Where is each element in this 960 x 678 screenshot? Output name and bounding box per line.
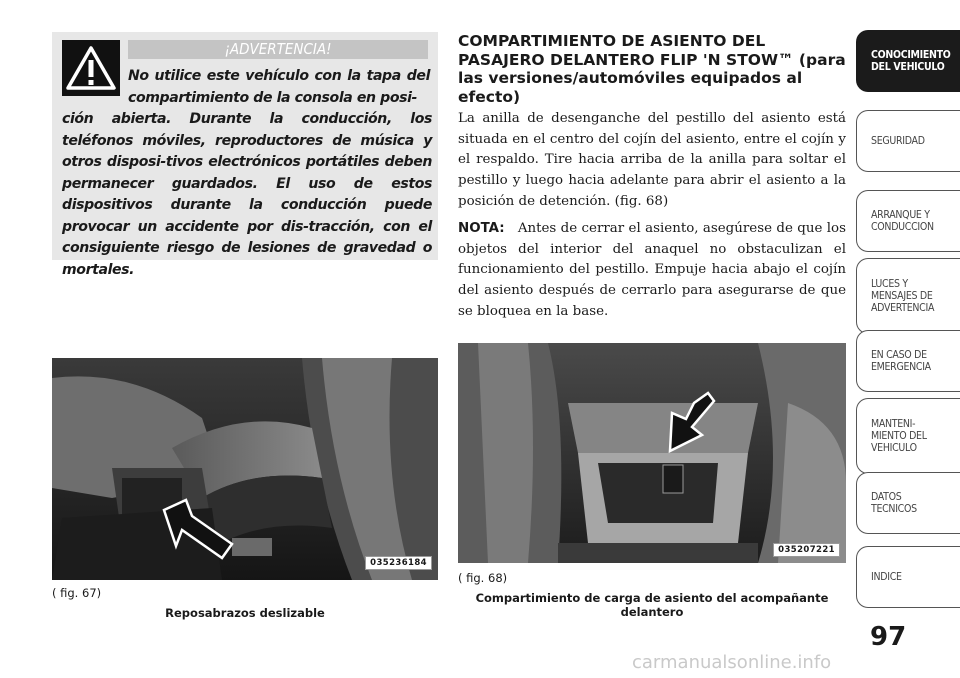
note-text: Antes de cerrar el asiento, asegúrese de que los objetos del interior del anaquel no obstaculizan el funcionamiento del pestillo. Empuje hacia abajo el cojín del asiento después de cerrarlo para asegurarse de que se bloquea en la base. xyxy=(458,221,846,319)
tab-label: LUCES Y MENSAJES DE ADVERTENCIA xyxy=(871,278,935,314)
figure-68-photo xyxy=(458,343,846,563)
tab-emergencia[interactable] xyxy=(856,330,960,392)
tab-datos-tecnicos[interactable] xyxy=(856,472,960,534)
figure-67-photo xyxy=(52,358,438,580)
tab-label: SEGURIDAD xyxy=(871,135,925,147)
tab-label: EN CASO DE EMERGENCIA xyxy=(871,349,931,373)
note-paragraph xyxy=(458,219,846,323)
page-number: 97 xyxy=(870,622,907,652)
note-label: NOTA: xyxy=(458,221,505,236)
tab-mantenimiento[interactable] xyxy=(856,398,960,474)
figure-ref: ( fig. 67) xyxy=(52,586,102,600)
tab-label: CONOCIMIENTO DEL VEHICULO xyxy=(871,49,951,73)
section-title: COMPARTIMIENTO DE ASIENTO DEL PASAJERO DELANTERO FLIP 'N STOW™ (para las versiones/automóviles equipados al efecto) xyxy=(458,32,846,106)
warning-box xyxy=(52,32,438,278)
warning-text: ción abierta. Durante la conducción, los teléfonos móviles, reproductores de música y otros disposi-tivos electrónicos portátiles deben permanecer guardados. El uso de estos dispositivos durante la conducción puede provocar un accidente por dis-tracción, con el consiguiente riesgo de lesiones de gravedad o mortales. xyxy=(62,111,432,278)
tab-arranque[interactable] xyxy=(856,190,960,252)
figure-caption: Compartimiento de carga de asiento del acompañante delantero xyxy=(475,591,829,619)
warning-text-indented: No utilice este vehículo con la tapa del compartimiento de la consola en posi- xyxy=(128,68,430,106)
watermark: carmanualsonline.info xyxy=(632,652,832,673)
figure-code: 035236184 xyxy=(365,556,432,570)
warning-title-bar xyxy=(128,40,428,59)
tab-label: INDICE xyxy=(871,571,902,583)
tab-seguridad[interactable] xyxy=(856,110,960,172)
tab-label: DATOS TECNICOS xyxy=(871,491,917,515)
figure-ref: ( fig. 68) xyxy=(458,571,508,585)
tab-label: ARRANQUE Y CONDUCCION xyxy=(871,209,934,233)
figure-code: 035207221 xyxy=(773,543,840,557)
figure-caption: Reposabrazos deslizable xyxy=(165,606,325,620)
tab-indice[interactable] xyxy=(856,546,960,608)
tab-label: MANTENI- MIENTO DEL VEHICULO xyxy=(871,418,927,454)
tab-luces[interactable] xyxy=(856,258,960,334)
tab-conocimiento[interactable] xyxy=(856,30,960,92)
warning-title: ¡ADVERTENCIA! xyxy=(224,40,332,58)
section-paragraph: La anilla de desenganche del pestillo del asiento está situada en el centro del cojín del asiento, entre el cojín y el respaldo. Tire hacia arriba de la anilla para soltar el pestillo y luego hacia adelante para abrir el asiento a la posición de detención. (fig. 68) xyxy=(458,111,846,209)
warning-triangle-icon xyxy=(62,40,120,96)
